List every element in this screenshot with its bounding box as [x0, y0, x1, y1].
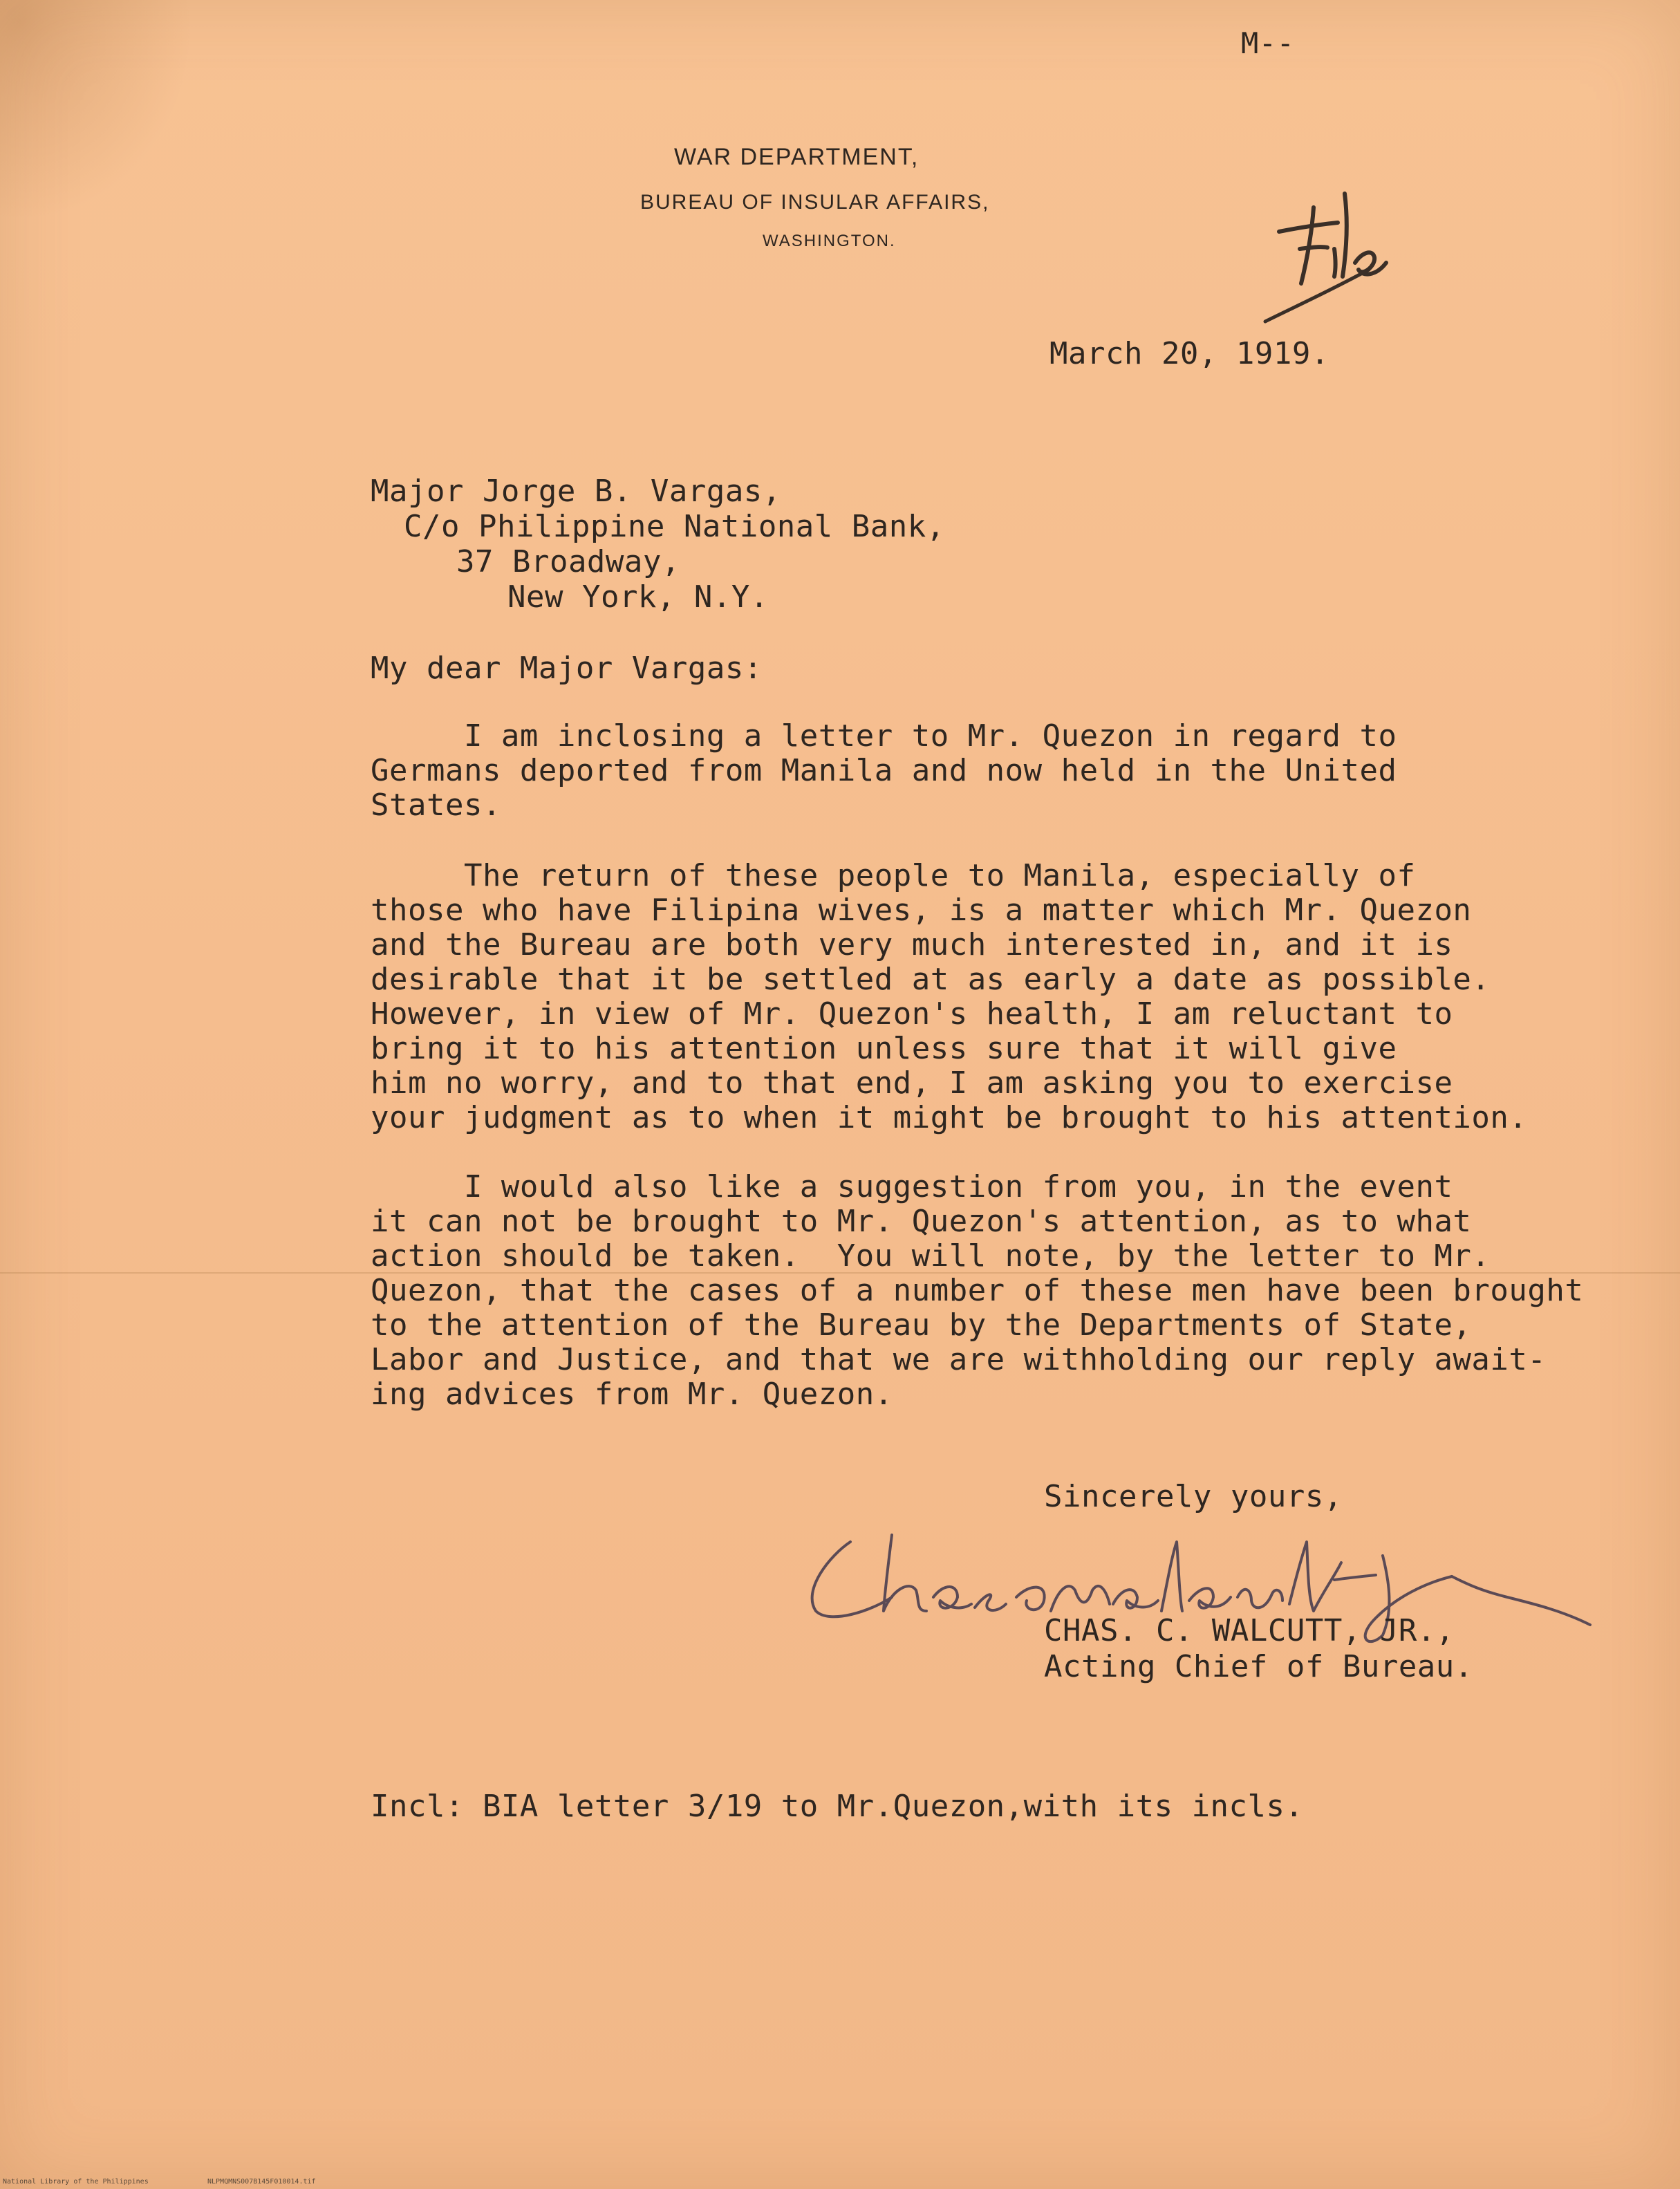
letter-date: March 20, 1919. — [1049, 336, 1329, 371]
paragraph-2-line: those who have Filipina wives, is a matter which Mr. Quezon — [371, 893, 1472, 928]
paragraph-3-line: Quezon, that the cases of a number of these men have been brought — [371, 1273, 1584, 1308]
age-stain — [0, 0, 194, 221]
file-handwritten-mark — [1258, 166, 1403, 325]
paragraph-1-line: I am inclosing a letter to Mr. Quezon in regard to — [371, 718, 1397, 754]
paragraph-3-line: I would also like a suggestion from you, in the event — [371, 1169, 1453, 1204]
paragraph-3-line: it can not be brought to Mr. Quezon's attention, as to what — [371, 1204, 1472, 1239]
paragraph-2-line: him no worry, and to that end, I am asking you to exercise — [371, 1065, 1453, 1101]
address-line-3: 37 Broadway, — [456, 544, 680, 579]
footer-library: National Library of the Philippines — [3, 2178, 149, 2186]
footer-file-id: NLPMQMNS007B145F010014.tif — [207, 2178, 316, 2186]
paragraph-3-line: to the attention of the Bureau by the Departments of State, — [371, 1307, 1472, 1343]
paragraph-2-line: bring it to his attention unless sure that it will give — [371, 1031, 1397, 1066]
address-line-1: Major Jorge B. Vargas, — [371, 474, 781, 509]
letterhead-city: WASHINGTON. — [763, 232, 896, 250]
top-mark: M-- — [1241, 26, 1295, 60]
paragraph-2-line: your judgment as to when it might be brought to his attention. — [371, 1100, 1528, 1135]
letterhead-bureau: BUREAU OF INSULAR AFFAIRS, — [640, 191, 990, 214]
paragraph-2-line: and the Bureau are both very much interested in, and it is — [371, 927, 1453, 962]
paragraph-3-line: ing advices from Mr. Quezon. — [371, 1377, 893, 1412]
paragraph-1-line: Germans deported from Manila and now held in the United — [371, 753, 1397, 788]
paragraph-2-line: However, in view of Mr. Quezon's health, I am reluctant to — [371, 996, 1453, 1032]
enclosure-note: Incl: BIA letter 3/19 to Mr.Quezon,with its incls. — [371, 1789, 1304, 1824]
signer-title: Acting Chief of Bureau. — [1044, 1649, 1473, 1684]
salutation: My dear Major Vargas: — [371, 651, 763, 686]
address-line-4: New York, N.Y. — [507, 579, 769, 615]
closing: Sincerely yours, — [1044, 1479, 1343, 1514]
signer-name: CHAS. C. WALCUTT, JR., — [1044, 1613, 1455, 1648]
letterhead-department: WAR DEPARTMENT, — [674, 144, 920, 170]
paragraph-2-line: The return of these people to Manila, especially of — [371, 858, 1416, 893]
paragraph-2-line: desirable that it be settled at as early a date as possible. — [371, 962, 1491, 997]
paragraph-3-line: Labor and Justice, and that we are withholding our reply await- — [371, 1342, 1547, 1377]
address-line-2: C/o Philippine National Bank, — [404, 509, 945, 544]
paragraph-1-line: States. — [371, 788, 501, 823]
paragraph-3-line: action should be taken. You will note, by the letter to Mr. — [371, 1238, 1491, 1274]
